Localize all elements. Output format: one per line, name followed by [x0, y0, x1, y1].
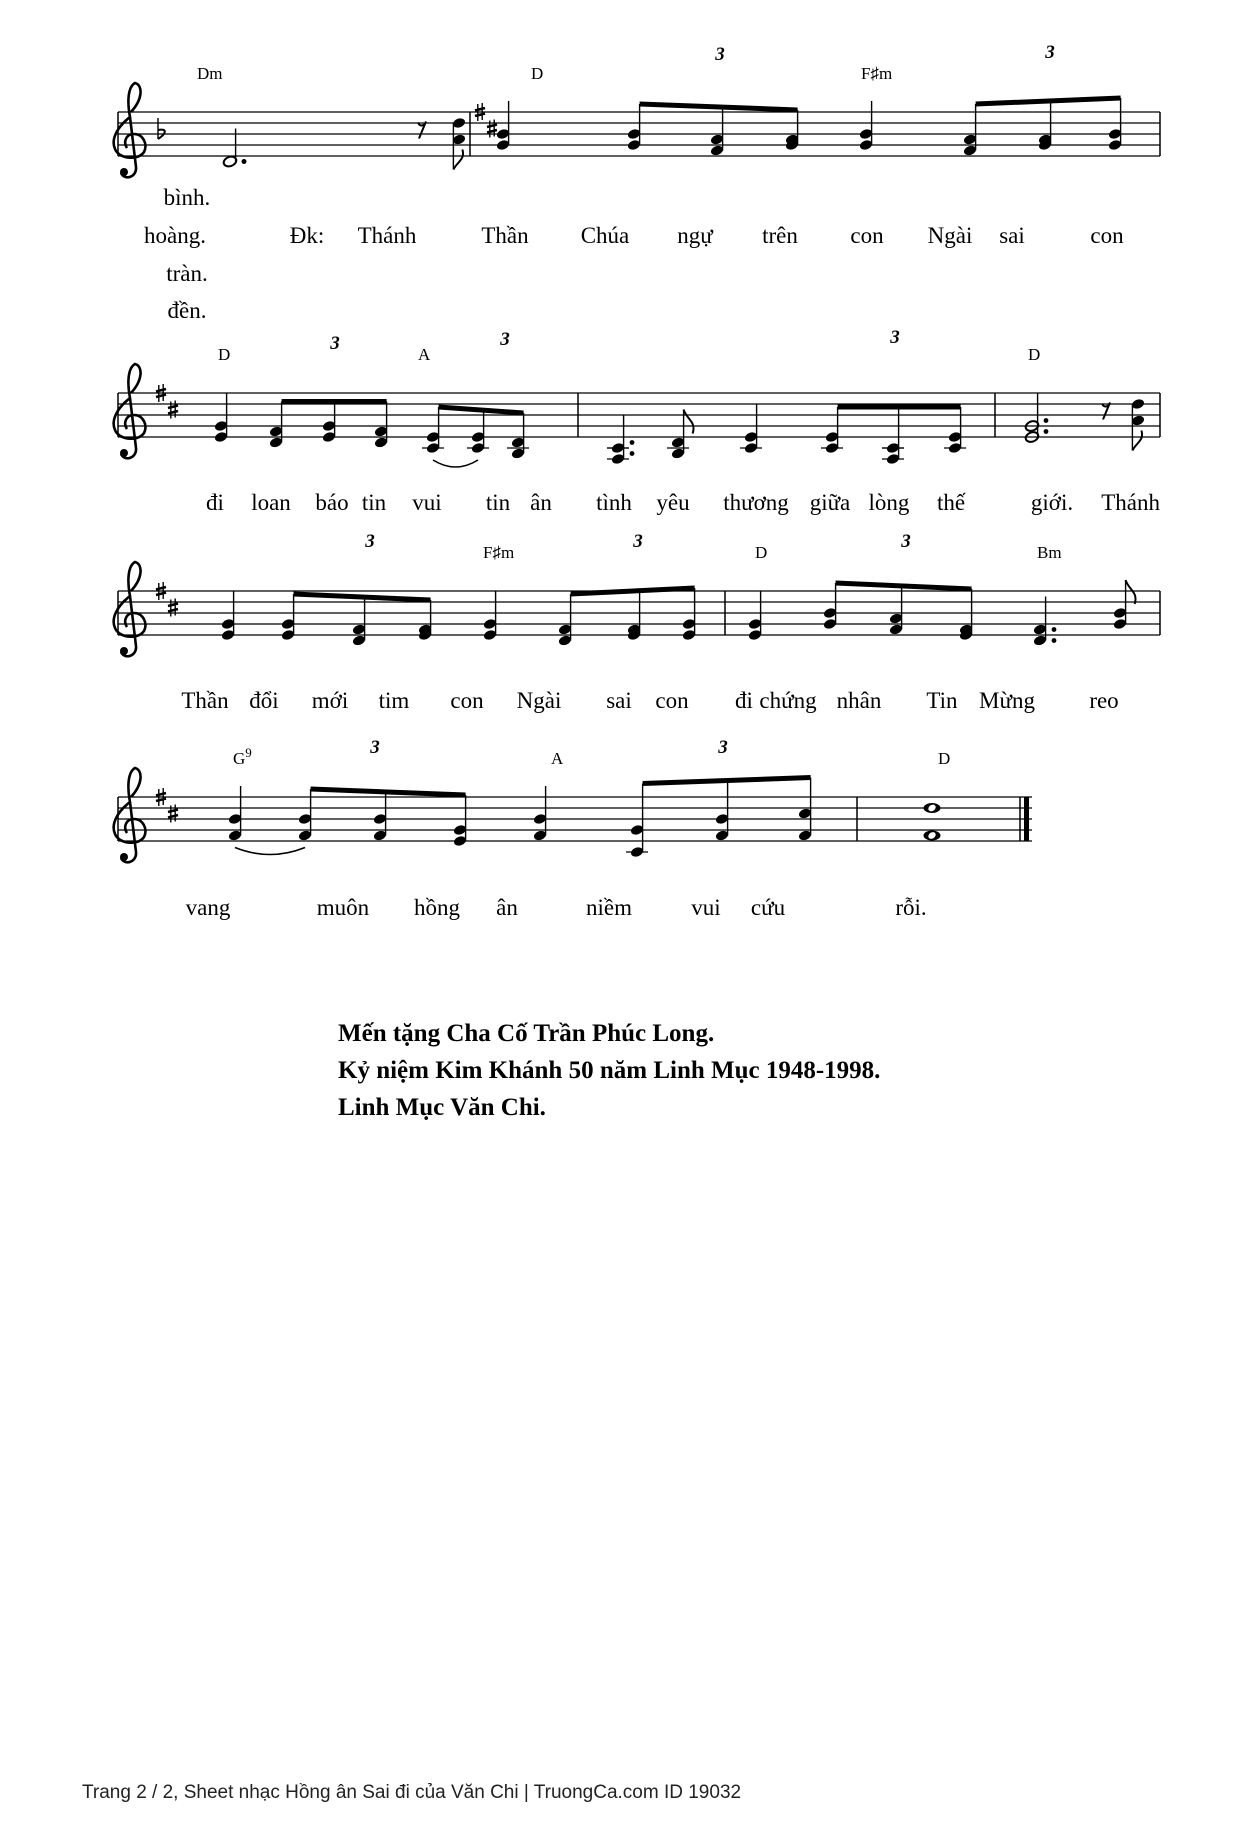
- chord-symbol: A: [418, 345, 431, 364]
- note-chord: [467, 431, 489, 455]
- lyric-syllable: con: [850, 223, 884, 248]
- lyric-syllable: tim: [378, 688, 410, 713]
- beam: [640, 102, 798, 113]
- lyric-syllable: đền.: [167, 298, 207, 323]
- chord-symbol: A: [551, 749, 564, 768]
- treble-clef-icon: [114, 562, 146, 656]
- lyric-syllable: trên: [762, 223, 798, 248]
- chord-symbol: D: [938, 749, 951, 768]
- chord-symbol: Bm: [1037, 543, 1062, 562]
- note-chord: [496, 101, 511, 151]
- beam: [571, 586, 695, 597]
- beam: [838, 405, 961, 410]
- tuplet-number: 3: [330, 333, 340, 354]
- flat-icon: [158, 118, 165, 139]
- treble-clef-icon: [114, 364, 146, 458]
- lyric-syllable: tràn.: [166, 261, 208, 286]
- note-chord: [944, 431, 966, 455]
- lyric-syllable: con: [450, 688, 484, 713]
- final-barline: [1024, 797, 1029, 841]
- note-chord: [821, 431, 843, 455]
- lyric-syllable: đổi: [249, 688, 279, 713]
- lyric-syllable: Thần: [481, 223, 529, 248]
- lyric-syllable: rỗi.: [895, 895, 927, 920]
- tuplet-number: 3: [890, 327, 900, 348]
- tuplet-number: 3: [718, 737, 728, 758]
- tuplet-number: 3: [715, 44, 725, 65]
- lyric-syllable: báo: [315, 490, 349, 515]
- note-chord: [607, 415, 634, 465]
- lyric-syllable: ân: [530, 490, 552, 515]
- lyric-syllable: Thánh: [357, 223, 417, 248]
- lyric-syllable: đi: [735, 688, 753, 713]
- note-chord: [1113, 580, 1136, 630]
- note-chord: [1033, 597, 1057, 647]
- tuplet-number: 3: [633, 531, 643, 552]
- beam: [976, 96, 1121, 107]
- note-chord: [507, 436, 529, 460]
- lyric-syllable: giữa: [809, 490, 851, 515]
- dedication-line-1: Mến tặng Cha Cố Trần Phúc Long.: [338, 1020, 715, 1047]
- whole-note-icon: [924, 831, 941, 841]
- lyric-syllable: Chúa: [580, 223, 630, 248]
- eighth-rest-icon: [418, 122, 426, 139]
- staff-system-3: [114, 531, 1160, 713]
- lyric-syllable: thương: [723, 490, 789, 515]
- note-chord: [483, 591, 498, 641]
- lyric-syllable: Ngài: [516, 688, 562, 713]
- dedication-block: [338, 1015, 880, 1126]
- lyric-syllable: ngự: [677, 223, 713, 248]
- lyric-syllable: muôn: [316, 895, 370, 920]
- note-chord: [667, 410, 694, 460]
- beam: [294, 592, 431, 603]
- lyric-syllable: mới: [311, 688, 349, 713]
- lyric-syllable: lòng: [868, 490, 910, 515]
- staff-system-4: [114, 737, 1032, 920]
- staff-system-2: [114, 327, 1161, 515]
- lyric-syllable: thế: [936, 490, 966, 515]
- beam: [282, 399, 387, 404]
- lyric-syllable: ân: [496, 895, 518, 920]
- sharp-icon: [168, 599, 178, 617]
- lyric-syllable: tình: [596, 490, 632, 515]
- lyric-syllable: loan: [251, 490, 291, 515]
- tuplet-number: 3: [365, 531, 375, 552]
- lyric-syllable: cứu: [750, 895, 786, 920]
- lyric-syllable: giới.: [1030, 490, 1074, 515]
- tuplet-number: 3: [500, 329, 510, 350]
- beam: [643, 775, 811, 786]
- lyric-syllable: bình.: [163, 185, 211, 210]
- note-chord: [221, 591, 236, 641]
- tie: [235, 848, 305, 855]
- lyric-syllable: con: [1090, 223, 1124, 248]
- dedication-line-2: Kỷ niệm Kim Khánh 50 năm Linh Mục 1948-1998.: [338, 1057, 881, 1084]
- page-footer: Trang 2 / 2, Sheet nhạc Hồng ân Sai đi của Văn Chi | TruongCa.com ID 19032: [82, 1782, 742, 1803]
- tuplet-number: 3: [370, 737, 380, 758]
- note-chord: [1131, 398, 1146, 451]
- sharp-icon: [168, 805, 178, 823]
- note-chord: [740, 404, 762, 454]
- lyric-syllable: vang: [185, 895, 231, 920]
- chord-symbol: D: [531, 64, 544, 83]
- tie: [433, 460, 478, 467]
- note-chord: [214, 393, 229, 443]
- lyric-syllable: sai: [999, 223, 1025, 248]
- lyric-syllable: nhân: [836, 688, 882, 713]
- lyric-syllable: chứng: [759, 688, 817, 713]
- lyric-syllable: reo: [1089, 688, 1119, 713]
- beam: [836, 581, 972, 592]
- lyric-syllable: Thần: [181, 688, 229, 713]
- note-chord: [748, 591, 763, 641]
- dedication-line-3: Linh Mục Văn Chi.: [338, 1094, 546, 1121]
- note-chord: [422, 431, 444, 455]
- chord-symbol: $G^9$: [233, 745, 252, 768]
- lyric-syllable: Mừng: [979, 688, 1035, 713]
- lyric-syllable: tin: [361, 490, 387, 515]
- lyric-syllable: vui: [691, 895, 721, 920]
- sharp-icon: [487, 120, 497, 138]
- note-chord: [228, 786, 243, 842]
- note-chord: [452, 117, 467, 170]
- beam: [311, 787, 466, 798]
- staff-lines: [118, 797, 1032, 841]
- treble-clef-icon: [114, 83, 146, 177]
- lyric-syllable: đi: [206, 490, 224, 515]
- whole-note-icon: [924, 803, 941, 813]
- beam: [439, 405, 524, 416]
- chord-symbol: D: [1028, 345, 1041, 364]
- lyric-syllable: hồng: [414, 895, 460, 920]
- note-chord: [1024, 393, 1048, 444]
- chord-symbol: D: [218, 345, 231, 364]
- sharp-icon: [168, 401, 178, 419]
- lyric-syllable: yêu: [656, 490, 690, 515]
- lyric-syllable: vui: [412, 490, 442, 515]
- note-chord: [859, 101, 874, 151]
- staff-system-1: [114, 42, 1160, 323]
- note-chord: [533, 786, 548, 842]
- lyric-syllable: tin: [485, 490, 511, 515]
- lyric-syllable: Đk:: [289, 223, 325, 248]
- lyric-syllable: con: [655, 688, 689, 713]
- tuplet-number: 3: [901, 531, 911, 552]
- chord-symbol: F♯m: [861, 64, 893, 83]
- treble-clef-icon: [114, 768, 146, 862]
- lyric-syllable: hoàng.: [144, 223, 206, 248]
- lyric-syllable: sai: [606, 688, 632, 713]
- chord-symbol: Dm: [197, 64, 223, 83]
- eighth-rest-icon: [1102, 403, 1110, 420]
- tuplet-number: 3: [1045, 42, 1055, 63]
- note-chord: [882, 442, 904, 466]
- lyric-syllable: niềm: [586, 895, 632, 920]
- lyric-syllable: Ngài: [927, 223, 973, 248]
- chord-symbol: F♯m: [483, 543, 515, 562]
- chord-symbol: D: [755, 543, 768, 562]
- lyric-syllable: Thánh: [1101, 490, 1160, 515]
- lyric-syllable: Tin: [926, 688, 958, 713]
- note-chord: [924, 803, 941, 841]
